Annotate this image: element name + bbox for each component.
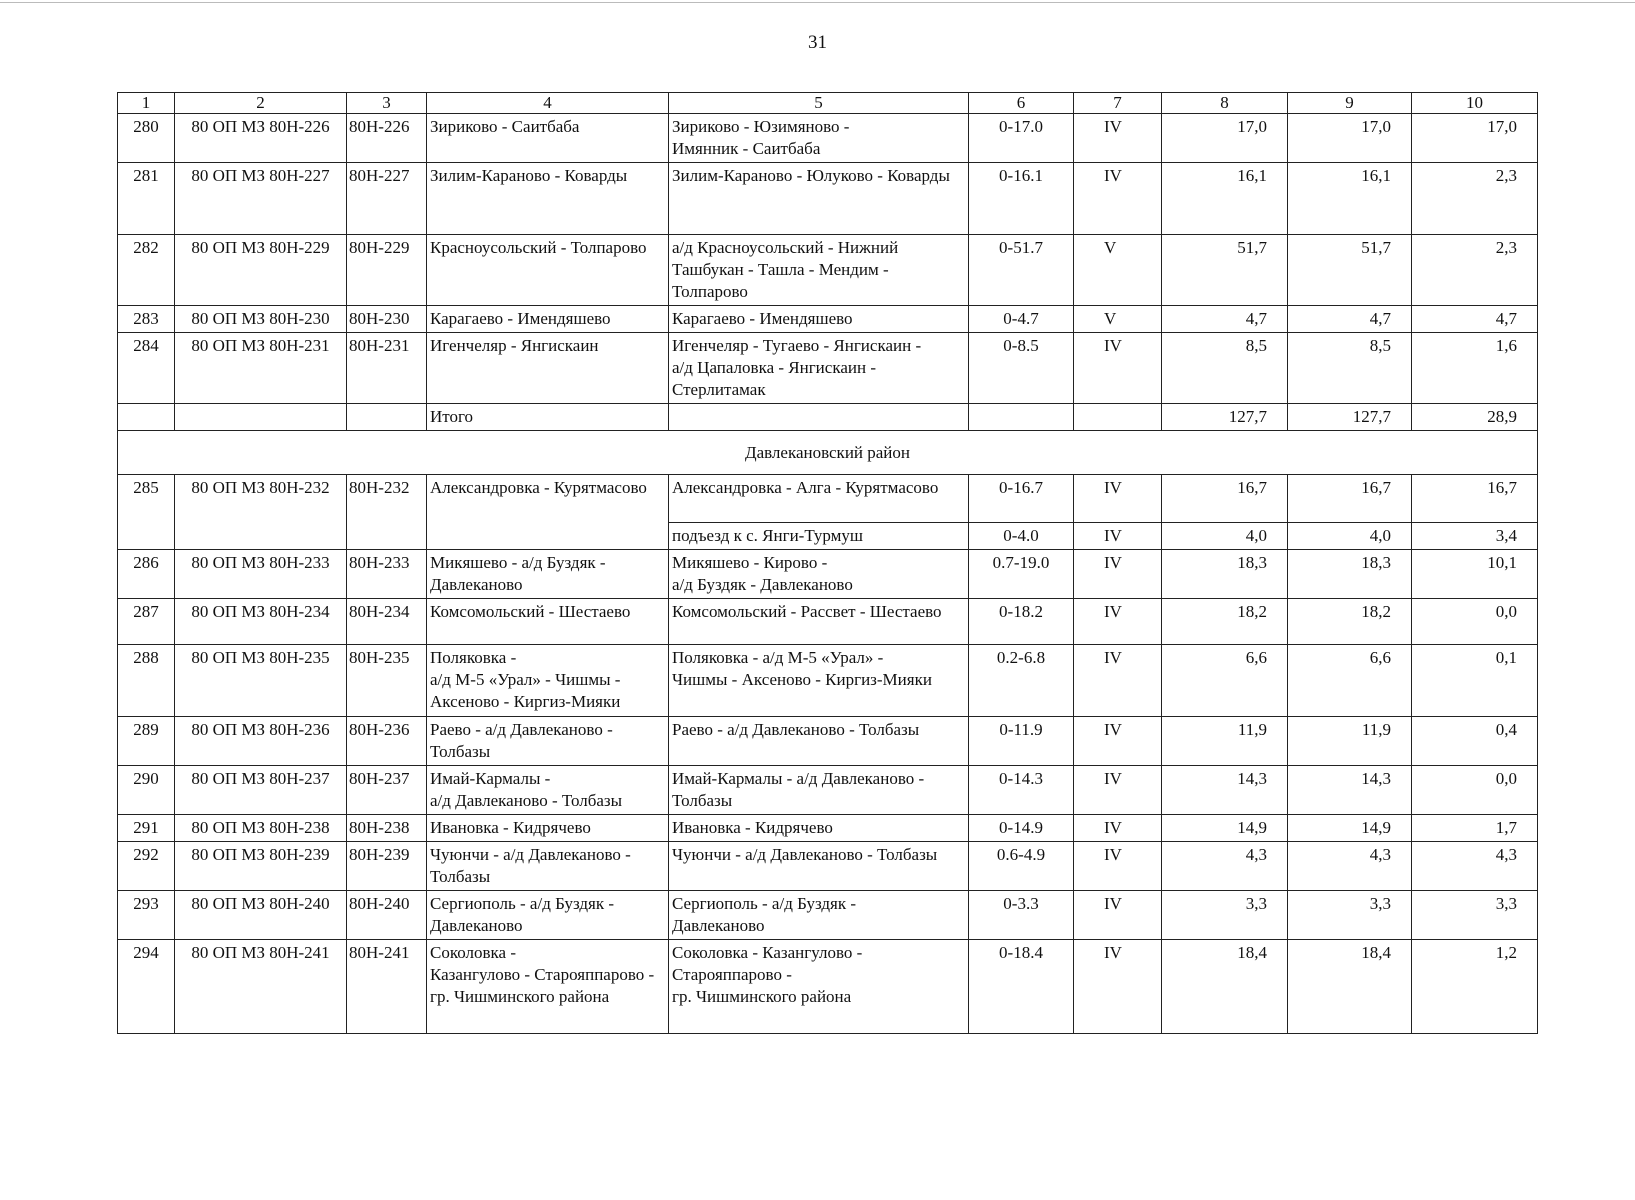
road-name: Ивановка - Кидрячево (427, 815, 669, 842)
road-route: Имай-Кармалы - а/д Давлеканово - Толбазы (669, 766, 969, 815)
row-number: 294 (118, 940, 175, 1034)
road-name: Красноусольский - Толпарово (427, 235, 669, 306)
length-2: 8,5 (1288, 333, 1412, 404)
road-short-code: 80Н-232 (347, 475, 427, 550)
road-route: Карагаево - Имендяшево (669, 306, 969, 333)
row-number: 280 (118, 114, 175, 163)
row-number: 289 (118, 717, 175, 766)
length-total: 8,5 (1162, 333, 1288, 404)
length-2: 4,3 (1288, 842, 1412, 891)
length-3: 0,4 (1412, 717, 1538, 766)
road-short-code: 80Н-229 (347, 235, 427, 306)
length-total: 18,3 (1162, 550, 1288, 599)
road-id: 80 ОП МЗ 80Н-236 (175, 717, 347, 766)
road-category: IV (1074, 550, 1162, 599)
table-row (118, 306, 1538, 333)
road-category: IV (1074, 163, 1162, 235)
col-header: 8 (1162, 93, 1288, 114)
road-id: 80 ОП МЗ 80Н-233 (175, 550, 347, 599)
table-row (118, 599, 1538, 645)
km-range: 0-11.9 (969, 717, 1074, 766)
empty-cell (669, 404, 969, 431)
km-range: 0-51.7 (969, 235, 1074, 306)
empty-cell (1074, 404, 1162, 431)
road-id: 80 ОП МЗ 80Н-230 (175, 306, 347, 333)
length-total: 18,2 (1162, 599, 1288, 645)
table-row (118, 891, 1538, 940)
section-header-row (118, 431, 1538, 475)
road-short-code: 80Н-235 (347, 645, 427, 717)
col-header: 1 (118, 93, 175, 114)
empty-cell (118, 404, 175, 431)
length-3: 2,3 (1412, 235, 1538, 306)
road-category: V (1074, 306, 1162, 333)
col-header: 7 (1074, 93, 1162, 114)
road-name: Раево - а/д Давлеканово - Толбазы (427, 717, 669, 766)
length-3: 1,2 (1412, 940, 1538, 1034)
length-2: 51,7 (1288, 235, 1412, 306)
length-3: 0,0 (1412, 599, 1538, 645)
road-name: Комсомольский - Шестаево (427, 599, 669, 645)
empty-cell (347, 404, 427, 431)
length-total: 6,6 (1162, 645, 1288, 717)
length-total: 16,7 (1162, 475, 1288, 523)
road-category: IV (1074, 599, 1162, 645)
length-total: 14,9 (1162, 815, 1288, 842)
length-2: 16,1 (1288, 163, 1412, 235)
top-scan-edge (0, 2, 1635, 3)
km-range: 0-14.3 (969, 766, 1074, 815)
empty-cell (175, 404, 347, 431)
row-number: 284 (118, 333, 175, 404)
km-range: 0-18.4 (969, 940, 1074, 1034)
road-category: IV (1074, 645, 1162, 717)
road-route: Комсомольский - Рассвет - Шестаево (669, 599, 969, 645)
length-2: 4,7 (1288, 306, 1412, 333)
page-number: 31 (808, 32, 827, 53)
road-name: Зилим-Караново - Коварды (427, 163, 669, 235)
length-2: 14,3 (1288, 766, 1412, 815)
length-3: 4,7 (1412, 306, 1538, 333)
road-category: IV (1074, 940, 1162, 1034)
road-short-code: 80Н-233 (347, 550, 427, 599)
length-2: 14,9 (1288, 815, 1412, 842)
km-range: 0-8.5 (969, 333, 1074, 404)
road-short-code: 80Н-241 (347, 940, 427, 1034)
road-short-code: 80Н-239 (347, 842, 427, 891)
road-category: IV (1074, 717, 1162, 766)
road-route: Поляковка - а/д М-5 «Урал» - Чишмы - Аксеново - Киргиз-Мияки (669, 645, 969, 717)
length-total: 18,4 (1162, 940, 1288, 1034)
length-3: 0,0 (1412, 766, 1538, 815)
row-number: 292 (118, 842, 175, 891)
length-3: 0,1 (1412, 645, 1538, 717)
road-route: Соколовка - Казангулово - Старояппарово - гр. Чишминского района (669, 940, 969, 1034)
table-row (118, 475, 1538, 523)
col-header: 3 (347, 93, 427, 114)
road-route: Микяшево - Кирово - а/д Буздяк - Давлеканово (669, 550, 969, 599)
road-category: IV (1074, 766, 1162, 815)
row-number: 287 (118, 599, 175, 645)
road-id: 80 ОП МЗ 80Н-227 (175, 163, 347, 235)
road-route: Сергиополь - а/д Буздяк - Давлеканово (669, 891, 969, 940)
road-id: 80 ОП МЗ 80Н-229 (175, 235, 347, 306)
road-short-code: 80Н-237 (347, 766, 427, 815)
length-3: 10,1 (1412, 550, 1538, 599)
road-category: IV (1074, 523, 1162, 550)
row-number: 282 (118, 235, 175, 306)
table-row (118, 550, 1538, 599)
row-number: 290 (118, 766, 175, 815)
road-short-code: 80Н-234 (347, 599, 427, 645)
length-total: 51,7 (1162, 235, 1288, 306)
road-short-code: 80Н-230 (347, 306, 427, 333)
table-row (118, 842, 1538, 891)
table-row (118, 717, 1538, 766)
road-short-code: 80Н-227 (347, 163, 427, 235)
road-category: IV (1074, 333, 1162, 404)
row-number: 281 (118, 163, 175, 235)
length-3: 1,7 (1412, 815, 1538, 842)
length-2: 18,4 (1288, 940, 1412, 1034)
road-id: 80 ОП МЗ 80Н-231 (175, 333, 347, 404)
row-number: 291 (118, 815, 175, 842)
km-range: 0-4.0 (969, 523, 1074, 550)
table-row (118, 114, 1538, 163)
length-3: 4,3 (1412, 842, 1538, 891)
length-2: 6,6 (1288, 645, 1412, 717)
length-2: 4,0 (1288, 523, 1412, 550)
km-range: 0-18.2 (969, 599, 1074, 645)
road-short-code: 80Н-226 (347, 114, 427, 163)
length-total: 17,0 (1162, 114, 1288, 163)
road-name: Соколовка - Казангулово - Старояппарово - гр. Чишминского района (427, 940, 669, 1034)
km-range: 0-14.9 (969, 815, 1074, 842)
road-name: Зириково - Саитбаба (427, 114, 669, 163)
length-total: 4,3 (1162, 842, 1288, 891)
road-id: 80 ОП МЗ 80Н-232 (175, 475, 347, 550)
total-length-3: 28,9 (1412, 404, 1538, 431)
district-title: Давлекановский район (118, 431, 1538, 475)
total-length-total: 127,7 (1162, 404, 1288, 431)
length-2: 18,3 (1288, 550, 1412, 599)
col-header: 6 (969, 93, 1074, 114)
length-2: 18,2 (1288, 599, 1412, 645)
road-short-code: 80Н-240 (347, 891, 427, 940)
km-range: 0-16.1 (969, 163, 1074, 235)
length-2: 16,7 (1288, 475, 1412, 523)
length-3: 1,6 (1412, 333, 1538, 404)
road-id: 80 ОП МЗ 80Н-234 (175, 599, 347, 645)
length-2: 17,0 (1288, 114, 1412, 163)
road-category: IV (1074, 891, 1162, 940)
road-route: Зириково - Юзимяново - Имянник - Саитбаба (669, 114, 969, 163)
road-name: Александровка - Курятмасово (427, 475, 669, 550)
road-route: Ивановка - Кидрячево (669, 815, 969, 842)
road-id: 80 ОП МЗ 80Н-226 (175, 114, 347, 163)
road-route: Зилим-Караново - Юлуково - Коварды (669, 163, 969, 235)
road-category: IV (1074, 475, 1162, 523)
road-category: IV (1074, 842, 1162, 891)
road-route: Игенчеляр - Тугаево - Янгискаин - а/д Цапаловка - Янгискаин - Стерлитамак (669, 333, 969, 404)
length-3: 16,7 (1412, 475, 1538, 523)
length-total: 3,3 (1162, 891, 1288, 940)
road-route: а/д Красноусольский - Нижний Ташбукан - Ташла - Мендим - Толпарово (669, 235, 969, 306)
km-range: 0.7-19.0 (969, 550, 1074, 599)
length-2: 3,3 (1288, 891, 1412, 940)
table-row (118, 815, 1538, 842)
table-row (118, 645, 1538, 717)
road-name: Поляковка - а/д М-5 «Урал» - Чишмы - Аксеново - Киргиз-Мияки (427, 645, 669, 717)
road-id: 80 ОП МЗ 80Н-238 (175, 815, 347, 842)
length-total: 16,1 (1162, 163, 1288, 235)
km-range: 0-3.3 (969, 891, 1074, 940)
road-category: V (1074, 235, 1162, 306)
road-id: 80 ОП МЗ 80Н-239 (175, 842, 347, 891)
length-total: 14,3 (1162, 766, 1288, 815)
road-category: IV (1074, 114, 1162, 163)
road-name: Чуюнчи - а/д Давлеканово - Толбазы (427, 842, 669, 891)
total-label: Итого (427, 404, 669, 431)
road-name: Игенчеляр - Янгискаин (427, 333, 669, 404)
road-id: 80 ОП МЗ 80Н-235 (175, 645, 347, 717)
road-short-code: 80Н-236 (347, 717, 427, 766)
km-range: 0-17.0 (969, 114, 1074, 163)
roads-table (117, 92, 1538, 1034)
road-id: 80 ОП МЗ 80Н-237 (175, 766, 347, 815)
road-name: Карагаево - Имендяшево (427, 306, 669, 333)
road-name: Имай-Кармалы - а/д Давлеканово - Толбазы (427, 766, 669, 815)
km-range: 0.2-6.8 (969, 645, 1074, 717)
column-numbers-row (118, 93, 1538, 114)
length-3: 2,3 (1412, 163, 1538, 235)
length-3: 3,3 (1412, 891, 1538, 940)
row-number: 283 (118, 306, 175, 333)
length-total: 11,9 (1162, 717, 1288, 766)
road-category: IV (1074, 815, 1162, 842)
table-row (118, 163, 1538, 235)
row-number: 293 (118, 891, 175, 940)
road-id: 80 ОП МЗ 80Н-240 (175, 891, 347, 940)
road-id: 80 ОП МЗ 80Н-241 (175, 940, 347, 1034)
row-number: 288 (118, 645, 175, 717)
table-row (118, 766, 1538, 815)
road-route: Александровка - Алга - Курятмасово (669, 475, 969, 523)
road-route: Раево - а/д Давлеканово - Толбазы (669, 717, 969, 766)
row-number: 286 (118, 550, 175, 599)
length-total: 4,7 (1162, 306, 1288, 333)
total-length-2: 127,7 (1288, 404, 1412, 431)
road-short-code: 80Н-238 (347, 815, 427, 842)
road-short-code: 80Н-231 (347, 333, 427, 404)
table-row (118, 333, 1538, 404)
km-range: 0.6-4.9 (969, 842, 1074, 891)
km-range: 0-16.7 (969, 475, 1074, 523)
total-row (118, 404, 1538, 431)
table-row (118, 940, 1538, 1034)
row-number: 285 (118, 475, 175, 550)
length-total: 4,0 (1162, 523, 1288, 550)
col-header: 10 (1412, 93, 1538, 114)
road-name: Сергиополь - а/д Буздяк - Давлеканово (427, 891, 669, 940)
length-2: 11,9 (1288, 717, 1412, 766)
length-3: 3,4 (1412, 523, 1538, 550)
table-row (118, 235, 1538, 306)
col-header: 9 (1288, 93, 1412, 114)
col-header: 4 (427, 93, 669, 114)
col-header: 5 (669, 93, 969, 114)
km-range: 0-4.7 (969, 306, 1074, 333)
road-route: подъезд к с. Янги-Турмуш (669, 523, 969, 550)
empty-cell (969, 404, 1074, 431)
road-route: Чуюнчи - а/д Давлеканово - Толбазы (669, 842, 969, 891)
col-header: 2 (175, 93, 347, 114)
road-name: Микяшево - а/д Буздяк - Давлеканово (427, 550, 669, 599)
length-3: 17,0 (1412, 114, 1538, 163)
